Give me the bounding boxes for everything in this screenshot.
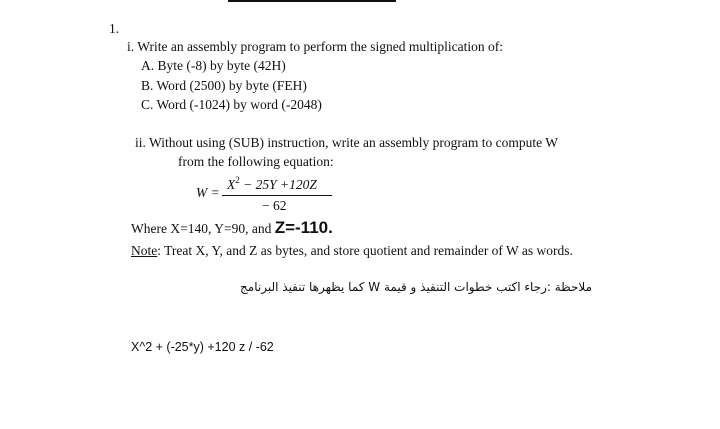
- note-line: [131, 243, 573, 259]
- equation-lhs: W =: [196, 185, 220, 200]
- note-label: Note: [131, 243, 158, 258]
- part-i-item-b: B. Word (2500) by byte (FEH): [141, 78, 307, 93]
- handwritten-answer: X^2 + (-25*y) +120 z / -62: [131, 340, 274, 354]
- question-number: 1.: [109, 21, 120, 36]
- equation-denominator: − 62: [262, 198, 287, 213]
- top-rule: [228, 0, 396, 2]
- part-i-heading: i. Write an assembly program to perform the signed multiplication of:: [127, 39, 503, 54]
- part-i-item-a: A. Byte (-8) by byte (42H): [141, 58, 286, 73]
- values-text: Where X=140, Y=90, and: [131, 221, 275, 236]
- part-i-item-c: C. Word (-1024) by word (-2048): [141, 97, 322, 112]
- values-line: [131, 220, 333, 237]
- arabic-note: ملاحظة :رجاء اكتب خطوات التنفيذ و قيمة W كما يظهرها تنفيذ البرنامج: [240, 280, 592, 294]
- equation-numerator: [227, 177, 317, 194]
- numerator-x: X: [227, 177, 236, 192]
- fraction-line: [222, 195, 332, 196]
- numerator-rest: − 25Y +120Z: [243, 177, 317, 192]
- numerator-exponent: 2: [235, 175, 240, 185]
- part-ii-heading: ii. Without using (SUB) instruction, write an assembly program to compute W: [135, 135, 559, 150]
- z-value: Z=-110.: [274, 218, 333, 237]
- note-text: : Treat X, Y, and Z as bytes, and store quotient and remainder of W as words.: [157, 243, 573, 258]
- part-ii-heading-line2: from the following equation:: [178, 154, 334, 169]
